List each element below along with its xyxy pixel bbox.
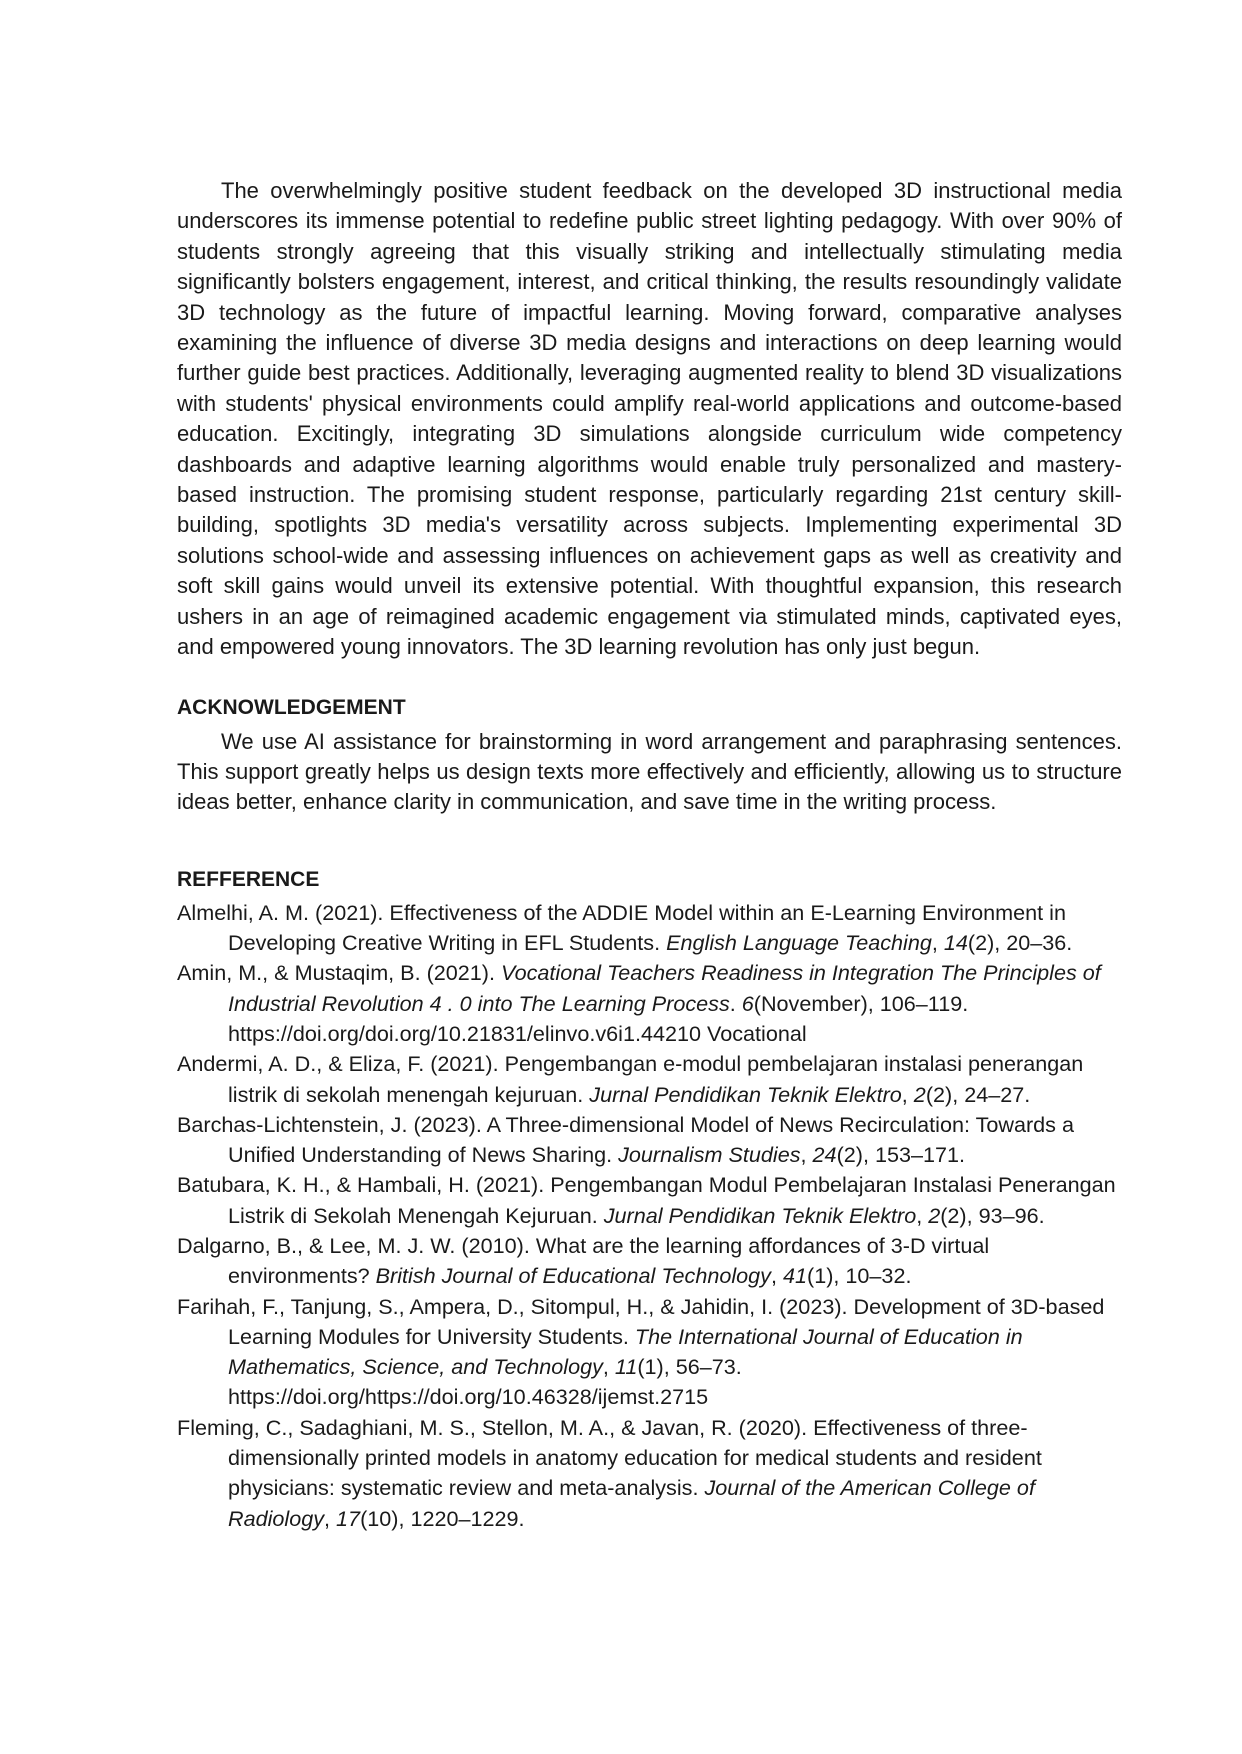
- reference-item: [177, 1413, 1122, 1534]
- reference-item: [177, 1292, 1122, 1413]
- reference-item: [177, 1110, 1122, 1171]
- acknowledgement-heading: ACKNOWLEDGEMENT: [177, 695, 406, 719]
- reference-separator: ,: [800, 1142, 813, 1168]
- reference-volume: 14: [943, 930, 968, 956]
- reference-journal: Jurnal Pendidikan Teknik Elektro: [603, 1202, 917, 1228]
- paper-page: [177, 176, 1122, 1534]
- reference-item: [177, 1231, 1122, 1292]
- reference-text: Fleming, C., Sadaghiani, M. S., Stellon, M. A., & Javan, R. (2020). Effectiveness of three-dimensionally printed models in anatomy education for medical students and resident physicians: systematic review and meta-analysis.: [177, 1414, 1042, 1501]
- reference-volume: 41: [782, 1263, 808, 1289]
- reference-journal: Jurnal Pendidikan Teknik Elektro: [589, 1081, 902, 1107]
- reference-journal: British Journal of Educational Technology: [375, 1263, 771, 1289]
- reference-separator: ,: [602, 1354, 615, 1380]
- reference-separator: ,: [931, 930, 944, 956]
- reference-pages: (2), 153–171.: [836, 1142, 966, 1168]
- reference-separator: ,: [901, 1081, 914, 1107]
- reference-text: Dalgarno, B., & Lee, M. J. W. (2010). What are the learning affordances of 3-D virtual environments?: [177, 1232, 990, 1289]
- reference-pages: (November), 106–119. https://doi.org/doi.org/10.21831/elinvo.v6i1.44210 Vocational: [228, 990, 969, 1046]
- acknowledgement-paragraph: We use AI assistance for brainstorming in word arrangement and paraphrasing sentences. This support greatly helps us design texts more effectively and efficiently, allowing us to structure ideas better, enhance clarity in communication, and save time in the writing process.: [177, 728, 1122, 815]
- reference-pages: (1), 10–32.: [807, 1263, 912, 1289]
- reference-journal: Journal of the American College of Radiology: [228, 1475, 1035, 1531]
- reference-list: [177, 898, 1122, 1534]
- reference-pages: (2), 24–27.: [925, 1081, 1031, 1107]
- reference-text: Almelhi, A. M. (2021). Effectiveness of the ADDIE Model within an E-Learning Environment in Developing Creative Writing in EFL Students.: [177, 899, 1066, 956]
- references-heading: REFFERENCE: [177, 867, 320, 891]
- reference-text: Andermi, A. D., & Eliza, F. (2021). Pengembangan e-modul pembelajaran instalasi penerangan listrik di sekolah menengah kejuruan.: [177, 1051, 1084, 1107]
- reference-journal: The International Journal of Education in Mathematics, Science, and Technology: [228, 1323, 1023, 1380]
- reference-separator: ,: [324, 1505, 337, 1531]
- reference-pages: (2), 20–36.: [967, 930, 1073, 956]
- reference-journal: Vocational Teachers Readiness in Integration The Principles of Industrial Revolution 4 . 0 into The Learning Process: [228, 960, 1101, 1016]
- reference-item: [177, 958, 1122, 1049]
- reference-pages: (2), 93–96.: [940, 1202, 1045, 1228]
- reference-volume: 24: [812, 1142, 837, 1168]
- reference-item: [177, 1049, 1122, 1110]
- reference-pages: (1), 56–73. https://doi.org/https://doi.org/10.46328/ijemst.2715: [228, 1354, 742, 1410]
- reference-volume: 11: [614, 1354, 638, 1380]
- reference-journal: Journalism Studies: [618, 1142, 801, 1168]
- reference-item: [177, 898, 1122, 959]
- reference-volume: 2: [928, 1202, 941, 1228]
- reference-volume: 17: [336, 1505, 361, 1531]
- reference-text: Barchas-Lichtenstein, J. (2023). A Three-dimensional Model of News Recirculation: Towards a Unified Understanding of News Sharing.: [177, 1111, 1074, 1168]
- reference-pages: (10), 1220–1229.: [360, 1505, 525, 1531]
- reference-volume: 2: [913, 1081, 926, 1107]
- reference-text: Amin, M., & Mustaqim, B. (2021).: [177, 960, 502, 986]
- reference-text: Farihah, F., Tanjung, S., Ampera, D., Sitompul, H., & Jahidin, I. (2023). Development of 3D-based Learning Modules for University Students.: [177, 1293, 1105, 1349]
- reference-journal: English Language Teaching: [666, 930, 932, 956]
- reference-volume: 6: [741, 990, 754, 1016]
- conclusion-paragraph: The overwhelmingly positive student feedback on the developed 3D instructional media underscores its immense potential to redefine public street lighting pedagogy. With over 90% of students strongly agreeing that this visually striking and intellectually stimulating media significantly bolsters engagement, interest, and critical thinking, the results resoundingly validate 3D technology as the future of impactful learning. Moving forward, comparative analyses examining the influence of diverse 3D media designs and interactions on deep learning would further guide best practices. Additionally, leveraging augmented reality to blend 3D visualizations with students' physical environments could amplify real-world applications and outcome-based education. Excitingly, integrating 3D simulations alongside curriculum wide competency dashboards and adaptive learning algorithms would enable truly personalized and mastery-based instruction. The promising student response, particularly regarding 21st century skill-building, spotlights 3D media's versatility across subjects. Implementing experimental 3D solutions school-wide and assessing influences on achievement gaps as well as creativity and soft skill gains would unveil its extensive potential. With thoughtful expansion, this research ushers in an age of reimagined academic engagement via stimulated minds, captivated eyes, and empowered young innovators. The 3D learning revolution has only just begun.: [177, 178, 1122, 660]
- reference-separator: ,: [770, 1263, 783, 1289]
- reference-text: Batubara, K. H., & Hambali, H. (2021). Pengembangan Modul Pembelajaran Instalasi Penerangan Listrik di Sekolah Menengah Kejuruan.: [177, 1172, 1116, 1228]
- reference-item: [177, 1170, 1122, 1231]
- reference-separator: .: [729, 990, 742, 1016]
- reference-separator: ,: [916, 1202, 929, 1228]
